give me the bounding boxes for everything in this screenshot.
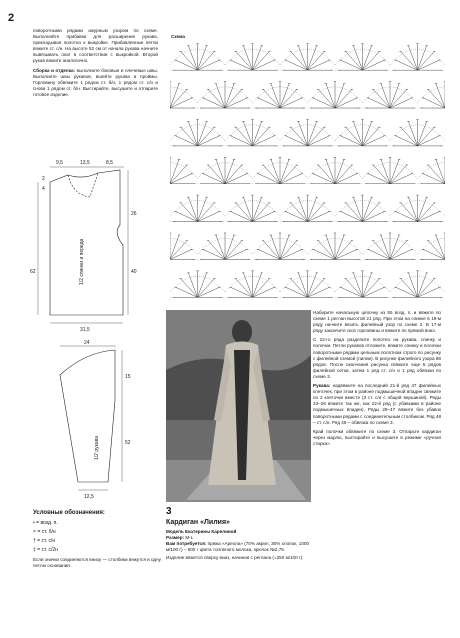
- single-crochet-icon: ×: [33, 529, 36, 535]
- dim-left-2: 2: [42, 176, 45, 182]
- legend: [33, 510, 161, 569]
- dim-shoulder: 9,5: [56, 160, 63, 166]
- model-title: Кардиган «Лилия»: [166, 519, 230, 526]
- stitch-fan: [253, 157, 308, 184]
- stitch-fan: [390, 195, 445, 222]
- stitch-fan: [308, 82, 363, 109]
- sleeves-text: надвяжите на последний 21-й ряд 47 филейных клеточек, при этом в районе подмышечной впадин свяжите по 2 клеточки вместе (3 ст. с/н с общей вершиной). Ряды 23–28 вяжите так же, как 22-й ряд (с убавками в районе подмышечных впадин). Ряды 29–47 вяжите без убавок поворотными рядами с соединительным столбиком. Ряд 48 – ст. с/н. Ряд 49 – обвязка по схеме 3.: [313, 383, 441, 425]
- stitch-fan: [418, 82, 445, 109]
- diagram-label: Схема: [171, 34, 185, 39]
- sleeves-title: Рукава:: [313, 383, 331, 389]
- assembly-title: Сборка и отделка:: [33, 67, 76, 73]
- legend-note: Если значки соединяются внизу — столбики вяжутся в одну петлю основания.: [33, 557, 161, 569]
- model-photo: [166, 310, 311, 502]
- dim-armhole: 26: [131, 211, 137, 217]
- stitch-fan: [418, 233, 445, 260]
- stitch-fan: [170, 157, 197, 184]
- sleeve-instructions: поворотными рядами ажурным узором по схеме. Выполняйте прибавки для расширения рукава, прикладывая полотно к выкройке. Прибавленные петли вяжите ст. с/н. На высоте 52 см от начала рукава начните вывязывать окат в соответствии с выкройкой. Второй рукав вяжите аналогично.: [33, 28, 158, 64]
- back-outline: [50, 170, 123, 315]
- stitch-fan: [253, 82, 308, 109]
- product-note: Изделие вяжется сверху вниз, начиная с реглана (=250 м/100 г).: [166, 555, 304, 561]
- stitch-fan: [280, 44, 335, 71]
- neckline-curve: [68, 173, 98, 197]
- assembly-text: выполните боковые и плечевые швы. Выполните швы рукавов, вшейте рукава в проймы. Горловину обвяжите 1 рядом ст. б/н, 1 рядом ст. с/н и снова 1 рядом ст. б/н. Выстирайте, высушите и отпарите готовое изделие.: [33, 67, 158, 97]
- assembly-paragraph: [33, 68, 158, 98]
- stitch-fan: [280, 119, 335, 145]
- pattern-back-label: 1/2 спинки и переда: [79, 238, 85, 285]
- dim-height: 62: [30, 269, 36, 275]
- dim-neck: 13,5: [80, 160, 90, 166]
- model-info: [166, 506, 311, 561]
- left-text-column: [33, 28, 158, 101]
- dim-body: 40: [131, 269, 137, 275]
- sleeve-dim-top: 24: [84, 340, 90, 346]
- stitch-fan: [170, 195, 225, 222]
- chain-stitch-icon: •: [33, 520, 35, 526]
- back-front-pattern: [28, 155, 158, 335]
- stitch-fan: [335, 119, 390, 145]
- stitch-fan: [225, 195, 280, 222]
- sleeve-dim-length: 52: [125, 440, 131, 446]
- legend-title: Условные обозначения:: [33, 510, 105, 516]
- stitch-fan: [308, 233, 363, 260]
- stitch-fan: [280, 195, 335, 222]
- instruction-p1: Наберите начальную цепочку из 55 возд. п. и вяжите по схеме 1 реглан высотой 21 ряд. При этом на спинке в 19-м ряду начните вязать филейный узор по схеме 2. В 17-м ряду закончите скос горловины и вяжите по прямой вниз.: [313, 310, 441, 334]
- legend-item: × = ст. б/н: [33, 529, 56, 535]
- legend-item: † = ст. с/н: [33, 538, 56, 544]
- stitch-fan: [363, 82, 418, 109]
- stitch-fan: [253, 233, 308, 260]
- stitch-fan: [225, 44, 280, 71]
- instruction-p2: С 22-го ряда разделите полотно на рукава, спинку и полочки. Петли рукавов отложите, вяжите спинку и полочки поворотными рядами цельным полотном строго по рисунку с филейной схемой (лилии). В рисунке филейного узора 88 рядов. После окончания рисунка свяжите еще 5 рядов филейной сетки, затем 1 ряд ст. с/н и 1 ряд обвязки по схеме 3.: [313, 337, 441, 379]
- stitch-fan: [418, 157, 445, 184]
- sleeve-dim-bottom: 12,5: [84, 494, 94, 500]
- stitch-fan: [390, 119, 445, 145]
- sleeve-pattern: [40, 340, 150, 505]
- size-line: Размер: М-L: [166, 535, 194, 541]
- cardigan-photo-image: [166, 310, 311, 502]
- model-number: 3: [166, 506, 172, 517]
- stitch-fan: [170, 44, 225, 71]
- edge-paragraph: Край полочки обвяжите по схеме 3. Отпарьте кардиган через марлю, выстирайте и высушите в режиме «ручная стирка».: [313, 428, 441, 446]
- right-text-column: [313, 310, 441, 450]
- materials-line: Вам потребуется: пряжа «Ареола» (70% акрил, 30% хлопок, 1000 м/100 г) – 500 г цвета топленого молока, крючок №2,75.: [166, 541, 310, 553]
- stitch-fan: [335, 44, 390, 71]
- stitch-fan: [335, 195, 390, 222]
- dim-width: 31,5: [80, 327, 90, 333]
- double-crochet-icon: †: [33, 538, 36, 544]
- legend-item: ‡ = ст. с/2н: [33, 547, 58, 553]
- stitch-fan: [390, 271, 445, 298]
- stitch-fan: [170, 271, 225, 298]
- stitch-fan: [225, 119, 280, 145]
- page-number: 2: [8, 12, 15, 24]
- stitch-fan: [198, 157, 253, 184]
- stitch-fan: [170, 82, 197, 109]
- sleeve-dim-cap: 15: [125, 374, 131, 380]
- dim-left-4: 4: [42, 186, 45, 192]
- stitch-fan: [363, 233, 418, 260]
- treble-crochet-icon: ‡: [33, 547, 36, 553]
- stitch-fan: [363, 157, 418, 184]
- model-author: Модель Екатерины Карелиной: [166, 529, 237, 534]
- crochet-chart: [170, 38, 445, 303]
- stitch-fan: [390, 44, 445, 71]
- stitch-fan: [280, 271, 335, 298]
- sleeve-outline: [60, 350, 115, 482]
- dim-side: 8,5: [106, 160, 113, 166]
- stitch-fan: [170, 119, 225, 145]
- stitch-fan: [198, 82, 253, 109]
- legend-item: • = возд. п.: [33, 520, 58, 526]
- stitch-fan: [225, 271, 280, 298]
- stitch-fan: [335, 271, 390, 298]
- stitch-fan: [170, 233, 197, 260]
- stitch-fan: [308, 157, 363, 184]
- sleeve-label: 1/2 рукава: [94, 435, 100, 460]
- sleeves-paragraph: [313, 383, 441, 426]
- stitch-fan: [198, 233, 253, 260]
